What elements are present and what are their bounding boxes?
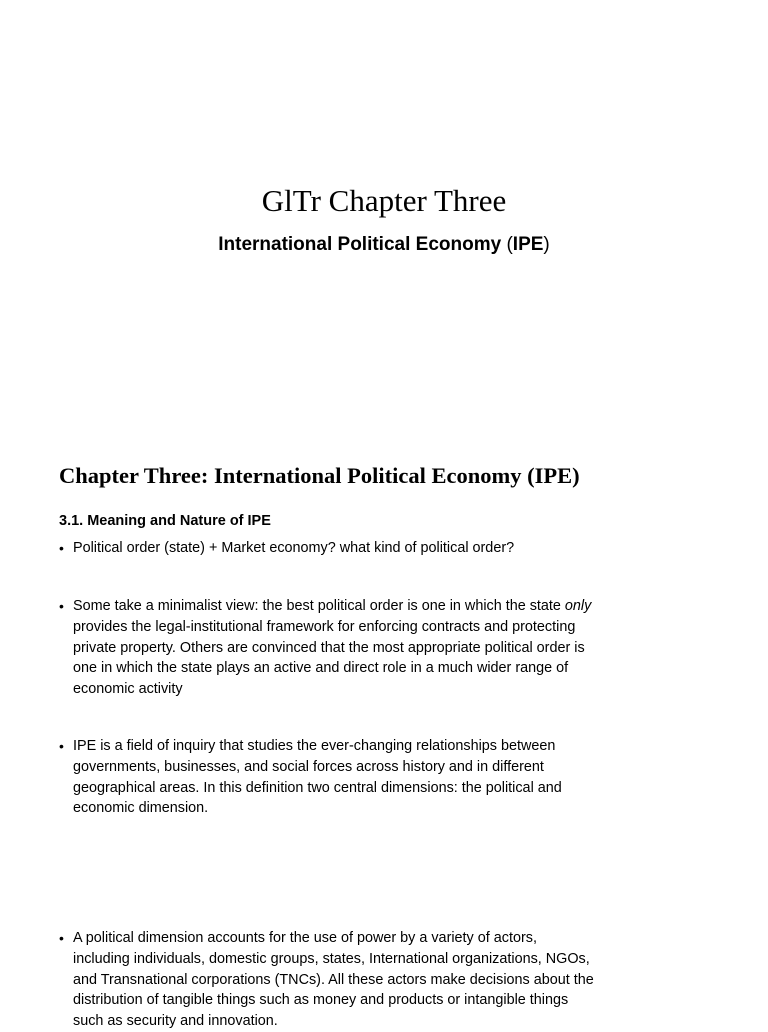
sub-heading: 3.1. Meaning and Nature of IPE	[59, 513, 271, 529]
bullet-line: IPE is a field of inquiry that studies the ever-changing relationships between	[73, 738, 556, 754]
bullet-line: provides the legal-institutional framework for enforcing contracts and protecting	[73, 618, 576, 635]
bullet-line: geographical areas. In this definition two central dimensions: the political and	[73, 779, 562, 796]
bullet-item-3	[59, 736, 729, 819]
bullet-text	[73, 736, 729, 819]
bullet-line: economic activity	[73, 681, 183, 698]
bullet-line: and Transnational corporations (TNCs). All these actors make decisions about the	[73, 971, 594, 988]
bullet-item-2	[59, 596, 729, 700]
bullet-dot-icon: •	[59, 930, 64, 946]
bullet-line: one in which the state plays an active and direct role in a much wider range of	[73, 660, 569, 677]
subtitle-open-paren: (	[501, 234, 513, 255]
bullet-dot-icon: •	[59, 738, 64, 754]
bullet-line: governments, businesses, and social forces across history and in different	[73, 758, 544, 775]
bullet-dot-icon: •	[59, 598, 64, 614]
bullet-dot-icon: •	[59, 540, 64, 556]
section-heading: Chapter Three: International Political Economy (IPE)	[59, 463, 580, 488]
bullet-item-1	[59, 538, 729, 559]
slide-title: GlTr Chapter Three	[261, 183, 507, 218]
bullet-text	[73, 596, 729, 700]
subtitle-close-paren: )	[543, 234, 550, 255]
subtitle-main: International Political Economy	[218, 234, 502, 255]
bullet-line	[73, 596, 729, 617]
emphasis-text: only	[564, 598, 592, 614]
bullet-text	[73, 928, 729, 1032]
slide-subtitle	[0, 233, 768, 257]
bullet-line: including individuals, domestic groups, states, International organizations, NGOs,	[73, 950, 590, 967]
subtitle-abbr: IPE	[512, 234, 544, 255]
bullet-line: A political dimension accounts for the use of power by a variety of actors,	[73, 930, 537, 946]
bullet-line: economic dimension.	[73, 800, 209, 817]
bullet-line: Political order (state) + Market economy? what kind of political order?	[73, 540, 515, 556]
bullet-line-text: Some take a minimalist view: the best political order is one in which the state	[73, 598, 565, 614]
bullet-line: private property. Others are convinced that the most appropriate political order is	[73, 639, 585, 656]
bullet-line: such as security and innovation.	[73, 1013, 278, 1030]
bullet-item-4	[59, 928, 729, 1032]
bullet-line: distribution of tangible things such as money and products or intangible things	[73, 992, 569, 1009]
bullet-text	[73, 538, 729, 559]
